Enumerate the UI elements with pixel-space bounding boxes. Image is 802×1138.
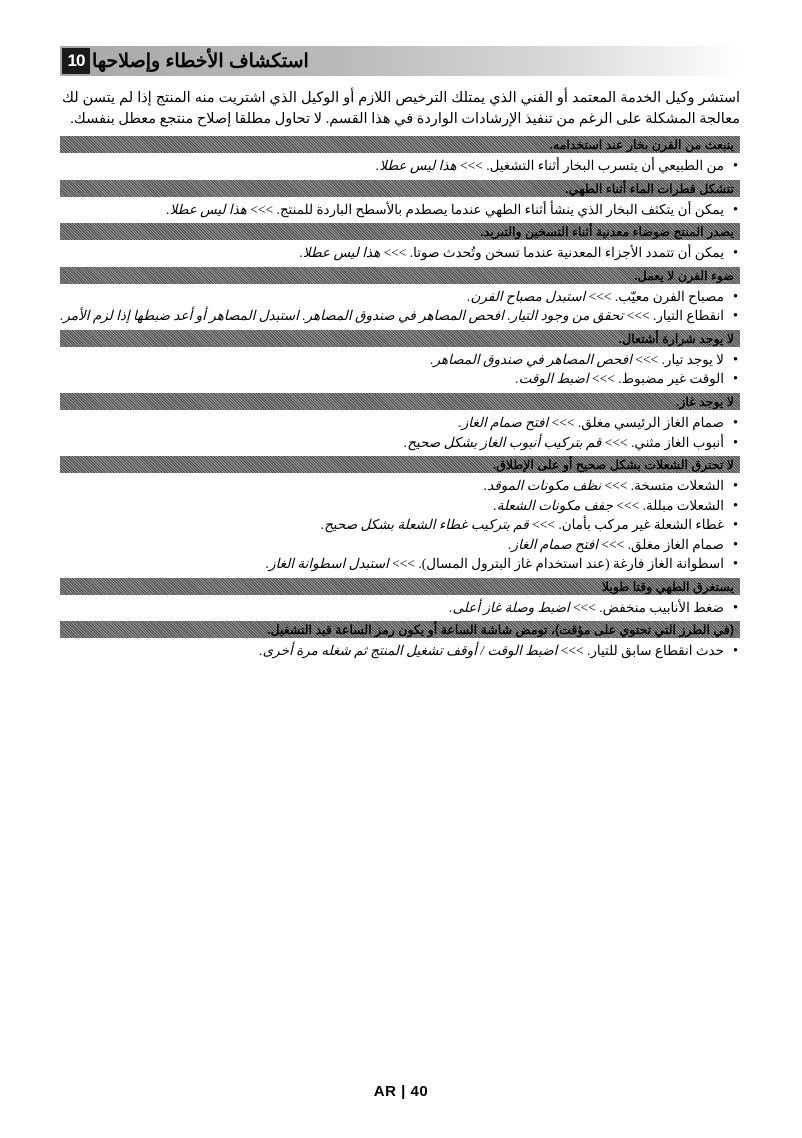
item-arrow: >>> — [383, 245, 407, 261]
item-cause: الشعلات مبللة. — [639, 497, 724, 513]
item-remedy: افتح صمام الغاز. — [458, 414, 552, 430]
item-arrow: >>> — [601, 536, 625, 552]
troubleshooting-section — [60, 136, 740, 176]
item-cause: صمام الغاز مغلق. — [624, 536, 724, 552]
item-remedy: افتح صمام الغاز. — [508, 536, 602, 552]
list-item — [60, 598, 740, 618]
list-item — [60, 641, 740, 661]
chapter-header — [60, 46, 742, 76]
item-arrow: >>> — [532, 517, 555, 533]
troubleshooting-section — [60, 621, 740, 661]
item-cause: انقطاع التيار. — [649, 308, 724, 324]
item-arrow: >>> — [250, 201, 274, 217]
item-arrow: >>> — [392, 556, 415, 572]
item-arrow: >>> — [616, 497, 640, 513]
list-item — [60, 515, 740, 535]
list-item — [60, 287, 740, 307]
item-cause: أنبوب الغاز مثني. — [627, 434, 724, 450]
item-arrow: >>> — [459, 158, 483, 173]
section-heading-text: (في الطرز التي تحتوي على مؤقت)، تومض شاشة الساعة أو يكون رمز الساعة قيد التشغيل. — [267, 623, 734, 638]
section-heading-text: لا يوجد شرارة أشتعال. — [618, 331, 734, 346]
page-footer: AR | 40 — [373, 1083, 429, 1100]
item-remedy: نظف مكونات الموقد. — [483, 478, 605, 494]
item-cause: يمكن أن يتكثف البخار الذي ينشأ أثناء الطهي عندما يصطدم بالأسطح الباردة للمنتج. — [273, 201, 724, 217]
troubleshooting-section — [60, 578, 740, 618]
item-remedy: هذا ليس عطلا. — [299, 245, 384, 261]
item-cause: مصباح الفرن معيّب. — [611, 288, 724, 304]
section-item-list — [60, 476, 740, 574]
section-heading-bar — [60, 267, 740, 284]
item-arrow: >>> — [626, 308, 650, 324]
section-item-list — [60, 156, 740, 176]
list-item — [60, 306, 740, 326]
page-title: استكشاف الأخطاء وإصلاحها — [92, 50, 309, 72]
list-item — [60, 413, 740, 433]
section-heading-bar — [60, 621, 740, 638]
section-item-list — [60, 413, 740, 452]
item-cause: ضغط الأنابيب منخفض. — [595, 599, 724, 615]
item-remedy: هذا ليس عطلا. — [375, 158, 460, 173]
item-arrow: >>> — [635, 351, 659, 367]
item-remedy: افحص المصاهر في صندوق المصاهر. — [430, 351, 636, 367]
item-arrow: >>> — [588, 288, 612, 304]
list-item — [60, 243, 740, 263]
item-remedy: اضبط الوقت / أوقف تشغيل المنتج ثم شغله مرة أخرى. — [259, 643, 561, 659]
item-arrow: >>> — [604, 434, 628, 450]
section-heading-text: يصدر المنتج ضوضاء معدنية أثناء التسخين والتبريد. — [480, 225, 734, 240]
item-remedy: اضبط الوقت. — [515, 371, 593, 387]
item-arrow: >>> — [551, 414, 575, 430]
item-cause: لا يوجد تيار. — [658, 351, 724, 367]
intro-paragraph: استشر وكيل الخدمة المعتمد أو الفني الذي يمتلك الترخيص اللازم أو الوكيل الذي اشتريت منه المنتج إذا لم يتسن لك معالجة المشكلة على الرغم من تنفيذ الإرشادات الواردة في هذا القسم. لا تحاول مطلقا إصلاح منتجع معطل بنفسك. — [62, 90, 740, 128]
section-item-list — [60, 598, 740, 618]
troubleshooting-section — [60, 223, 740, 263]
item-cause: يمكن أن تتمدد الأجزاء المعدنية عندما تسخن وتُحدث صوتا. — [406, 245, 724, 261]
list-item — [60, 476, 740, 496]
item-remedy: استبدل مصباح الفرن. — [467, 288, 589, 304]
list-item — [60, 156, 740, 176]
item-remedy: تحقق من وجود التيار. افحص المصاهر في صندوق المصاهر. استبدل المصاهر أو أعد ضبطها إذا لزم الأمر. — [60, 308, 627, 324]
item-remedy: جفف مكونات الشعلة. — [493, 497, 617, 513]
item-remedy: هذا ليس عطلا. — [166, 201, 251, 217]
section-heading-text: ينبعث من الفرن بخار عند استخدامه. — [549, 138, 734, 152]
item-cause: الوقت غير مضبوط. — [614, 371, 724, 387]
section-item-list — [60, 200, 740, 220]
item-remedy: قم بتركيب غطاء الشعلة بشكل صحيح. — [320, 517, 533, 533]
item-arrow: >>> — [604, 478, 628, 494]
chapter-number: 10 — [62, 48, 90, 74]
list-item — [60, 496, 740, 516]
section-heading-bar — [60, 456, 740, 473]
item-cause: من الطبيعي أن يتسرب البخار أثناء التشغيل. — [482, 158, 724, 173]
list-item — [60, 200, 740, 220]
troubleshooting-section — [60, 393, 740, 452]
troubleshooting-section — [60, 330, 740, 389]
section-heading-bar — [60, 223, 740, 240]
list-item — [60, 433, 740, 453]
troubleshooting-section — [60, 456, 740, 574]
troubleshooting-section — [60, 180, 740, 220]
item-cause: غطاء الشعلة غير مركب بأمان. — [554, 517, 724, 533]
section-heading-text: لا تحترق الشعلات بشكل صحيح أو على الإطلاق. — [492, 458, 734, 473]
item-cause: اسطوانة الغاز فارغة (عند استخدام غاز البترول المسال). — [415, 556, 724, 572]
section-heading-bar — [60, 393, 740, 410]
list-item — [60, 554, 740, 574]
section-heading-bar — [60, 180, 740, 197]
section-heading-bar — [60, 578, 740, 595]
section-item-list — [60, 641, 740, 661]
section-heading-text: يستغرق الطهي وقتا طويلا — [601, 579, 734, 594]
troubleshooting-sections — [60, 132, 740, 663]
item-cause: الشعلات متسخة. — [627, 478, 724, 494]
item-cause: حدث انقطاع سابق للتيار. — [583, 643, 724, 659]
section-item-list — [60, 350, 740, 389]
section-heading-bar — [60, 330, 740, 347]
section-item-list — [60, 243, 740, 263]
item-arrow: >>> — [560, 643, 584, 659]
section-heading-text: ضوء الفرن لا يعمل. — [634, 268, 734, 283]
list-item — [60, 369, 740, 389]
item-arrow: >>> — [573, 599, 596, 615]
item-remedy: استبدل اسطوانة الغاز. — [265, 556, 393, 572]
section-heading-text: تتشكل قطرات الماء أثناء الطهي. — [565, 181, 734, 196]
troubleshooting-section — [60, 267, 740, 326]
list-item — [60, 350, 740, 370]
list-item — [60, 535, 740, 555]
item-cause: صمام الغاز الرئيسي مغلق. — [574, 414, 724, 430]
item-remedy: اضبط وصلة غاز أعلى. — [449, 599, 574, 615]
section-heading-text: لا يوجد غاز. — [675, 394, 734, 409]
item-arrow: >>> — [592, 371, 615, 387]
section-item-list — [60, 287, 740, 326]
item-remedy: قم بتركيب أنبوب الغاز بشكل صحيح. — [403, 434, 605, 450]
section-heading-bar — [60, 136, 740, 153]
